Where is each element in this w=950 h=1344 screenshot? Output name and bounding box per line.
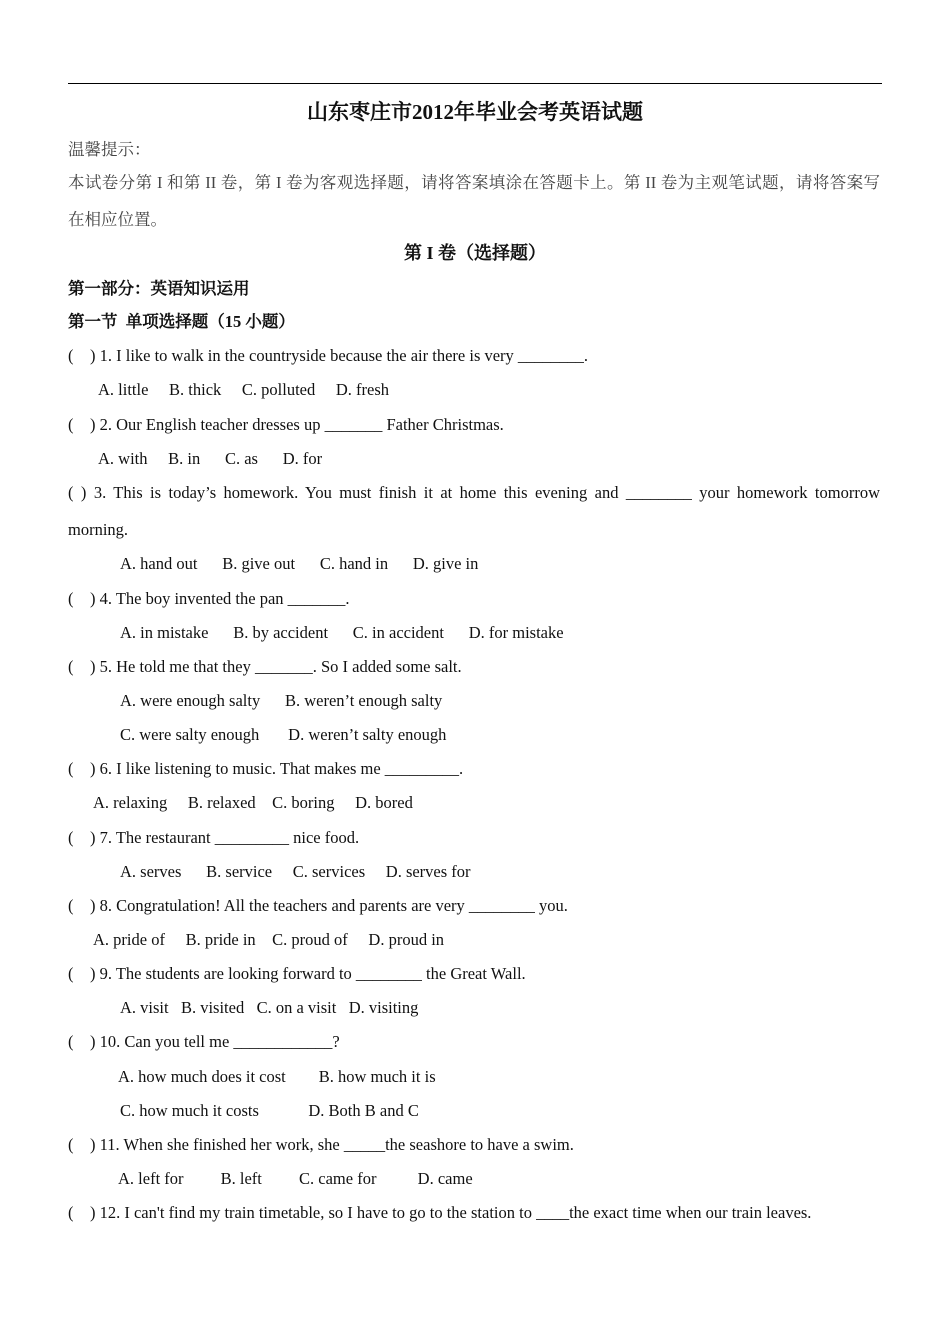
question-2-options: A. with B. in C. as D. for [98, 449, 323, 468]
question-5-options-1: A. were enough salty B. weren’t enough salty [120, 691, 443, 710]
question-4-options: A. in mistake B. by accident C. in accident D. for mistake [120, 623, 564, 642]
question-10: ( ) 10. Can you tell me ____________? [68, 1032, 340, 1051]
question-2: ( ) 2. Our English teacher dresses up _______ Father Christmas. [68, 415, 504, 434]
question-3-line-1: ( ) 3. This is today’s homework. You must finish it at home this evening and ________ your homework tomorrow [68, 483, 880, 502]
question-11: ( ) 11. When she finished her work, she _____the seashore to have a swim. [68, 1135, 574, 1154]
question-10-options-1: A. how much does it cost B. how much it is [118, 1067, 436, 1086]
question-5-options-2: C. were salty enough D. weren’t salty enough [120, 725, 447, 744]
question-9-options: A. visit B. visited C. on a visit D. visiting [120, 998, 419, 1017]
question-3-options: A. hand out B. give out C. hand in D. give in [120, 554, 479, 573]
question-9: ( ) 9. The students are looking forward to ________ the Great Wall. [68, 964, 526, 983]
question-7: ( ) 7. The restaurant _________ nice food. [68, 828, 360, 847]
question-6-options: A. relaxing B. relaxed C. boring D. bored [93, 793, 413, 812]
question-6: ( ) 6. I like listening to music. That makes me _________. [68, 759, 464, 778]
part-title: 第一部分：英语知识运用 [68, 279, 250, 298]
question-12: ( ) 12. I can't find my train timetable, so I have to go to the station to ____the exact time when our train leaves. [68, 1203, 812, 1222]
question-1-options: A. little B. thick C. polluted D. fresh [98, 380, 390, 399]
exam-title: 山东枣庄市2012年毕业会考英语试题 [307, 100, 643, 124]
question-3-line-2: morning. [68, 520, 129, 539]
tip-label: 温馨提示： [68, 140, 151, 159]
header-rule [68, 83, 882, 84]
section-title: 第一节 单项选择题（15 小题） [68, 312, 295, 331]
question-4: ( ) 4. The boy invented the pan _______. [68, 589, 350, 608]
tip-line-1: 本试卷分第 I 和第 II 卷，第 I 卷为客观选择题，请将答案填涂在答题卡上。第 II 卷为主观笔试题，请将答案写 [68, 173, 880, 192]
question-10-options-2: C. how much it costs D. Both B and C [120, 1101, 419, 1120]
question-8: ( ) 8. Congratulation! All the teachers and parents are very ________ you. [68, 896, 568, 915]
volume-title: 第 I 卷（选择题） [403, 243, 546, 263]
question-11-options: A. left for B. left C. came for D. came [118, 1169, 473, 1188]
tip-line-2: 在相应位置。 [68, 210, 167, 229]
question-7-options: A. serves B. service C. services D. serves for [120, 862, 471, 881]
question-5: ( ) 5. He told me that they _______. So I added some salt. [68, 657, 462, 676]
question-1: ( ) 1. I like to walk in the countryside because the air there is very ________. [68, 346, 589, 365]
question-8-options: A. pride of B. pride in C. proud of D. proud in [93, 930, 445, 949]
